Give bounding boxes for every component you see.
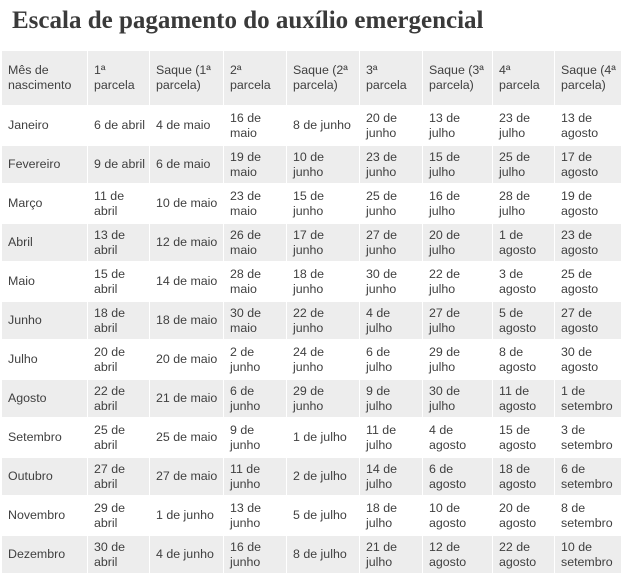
- row-month-cell: Julho: [2, 341, 88, 380]
- column-header: 4ª parcela: [493, 51, 555, 107]
- table-cell: 8 de setembro: [555, 497, 621, 536]
- table-cell: 20 de abril: [88, 341, 150, 380]
- table-cell: 19 de maio: [224, 146, 287, 185]
- table-cell: 22 de agosto: [493, 536, 555, 573]
- table-cell: 28 de maio: [224, 263, 287, 302]
- table-cell: 18 de junho: [287, 263, 360, 302]
- table-cell: 1 de agosto: [493, 224, 555, 263]
- table-cell: 15 de abril: [88, 263, 150, 302]
- row-month-cell: Outubro: [2, 458, 88, 497]
- table-cell: 22 de junho: [287, 302, 360, 341]
- table-cell: 23 de junho: [360, 146, 423, 185]
- table-cell: 19 de agosto: [555, 185, 621, 224]
- table-cell: 30 de julho: [423, 380, 493, 419]
- table-cell: 11 de junho: [224, 458, 287, 497]
- column-header: 1ª parcela: [88, 51, 150, 107]
- table-cell: 3 de agosto: [493, 263, 555, 302]
- table-cell: 6 de junho: [224, 380, 287, 419]
- table-cell: 10 de agosto: [423, 497, 493, 536]
- table-cell: 23 de maio: [224, 185, 287, 224]
- table-cell: 18 de abril: [88, 302, 150, 341]
- table-cell: 30 de agosto: [555, 341, 621, 380]
- table-row: [2, 146, 621, 185]
- column-header: 2ª parcela: [224, 51, 287, 107]
- table-cell: 27 de agosto: [555, 302, 621, 341]
- table-cell: 16 de julho: [423, 185, 493, 224]
- table-cell: 12 de maio: [150, 224, 224, 263]
- table-cell: 10 de maio: [150, 185, 224, 224]
- table-cell: 25 de julho: [493, 146, 555, 185]
- table-cell: 27 de maio: [150, 458, 224, 497]
- table-row: [2, 341, 621, 380]
- table-cell: 30 de maio: [224, 302, 287, 341]
- table-cell: 20 de julho: [423, 224, 493, 263]
- table-cell: 21 de maio: [150, 380, 224, 419]
- table-cell: 13 de junho: [224, 497, 287, 536]
- column-header: Saque (2ª parcela): [287, 51, 360, 107]
- table-cell: 5 de agosto: [493, 302, 555, 341]
- table-row: [2, 107, 621, 146]
- table-cell: 27 de junho: [360, 224, 423, 263]
- table-cell: 28 de julho: [493, 185, 555, 224]
- table-cell: 23 de julho: [493, 107, 555, 146]
- table-row: [2, 419, 621, 458]
- table-cell: 11 de julho: [360, 419, 423, 458]
- table-row: [2, 536, 621, 573]
- table-header: [2, 51, 621, 107]
- table-cell: 8 de julho: [287, 536, 360, 573]
- column-header: Mês de nascimento: [2, 51, 88, 107]
- table-cell: 18 de julho: [360, 497, 423, 536]
- table-body: [2, 107, 621, 573]
- table-cell: 30 de junho: [360, 263, 423, 302]
- table-cell: 4 de agosto: [423, 419, 493, 458]
- table-cell: 29 de julho: [423, 341, 493, 380]
- table-cell: 15 de junho: [287, 185, 360, 224]
- table-cell: 3 de setembro: [555, 419, 621, 458]
- table-cell: 11 de abril: [88, 185, 150, 224]
- table-cell: 8 de agosto: [493, 341, 555, 380]
- table-cell: 22 de abril: [88, 380, 150, 419]
- table-cell: 2 de julho: [287, 458, 360, 497]
- table-cell: 29 de abril: [88, 497, 150, 536]
- table-cell: 13 de julho: [423, 107, 493, 146]
- table-cell: 15 de agosto: [493, 419, 555, 458]
- row-month-cell: Junho: [2, 302, 88, 341]
- column-header: Saque (3ª parcela): [423, 51, 493, 107]
- table-row: [2, 224, 621, 263]
- table-cell: 13 de agosto: [555, 107, 621, 146]
- column-header: 3ª parcela: [360, 51, 423, 107]
- table-cell: 20 de agosto: [493, 497, 555, 536]
- row-month-cell: Setembro: [2, 419, 88, 458]
- table-row: [2, 302, 621, 341]
- table-cell: 17 de agosto: [555, 146, 621, 185]
- table-cell: 16 de junho: [224, 536, 287, 573]
- table-cell: 5 de julho: [287, 497, 360, 536]
- table-cell: 2 de junho: [224, 341, 287, 380]
- table-cell: 6 de maio: [150, 146, 224, 185]
- row-month-cell: Maio: [2, 263, 88, 302]
- row-month-cell: Abril: [2, 224, 88, 263]
- table-cell: 10 de junho: [287, 146, 360, 185]
- table-row: [2, 185, 621, 224]
- table-cell: 6 de abril: [88, 107, 150, 146]
- table-cell: 27 de abril: [88, 458, 150, 497]
- table-cell: 4 de julho: [360, 302, 423, 341]
- table-cell: 4 de junho: [150, 536, 224, 573]
- table-cell: 26 de maio: [224, 224, 287, 263]
- table-cell: 25 de agosto: [555, 263, 621, 302]
- row-month-cell: Agosto: [2, 380, 88, 419]
- table-cell: 1 de junho: [150, 497, 224, 536]
- table-cell: 20 de junho: [360, 107, 423, 146]
- table-cell: 22 de julho: [423, 263, 493, 302]
- row-month-cell: Dezembro: [2, 536, 88, 573]
- table-cell: 15 de julho: [423, 146, 493, 185]
- row-month-cell: Janeiro: [2, 107, 88, 146]
- table-cell: 12 de agosto: [423, 536, 493, 573]
- table-cell: 25 de junho: [360, 185, 423, 224]
- table-cell: 1 de setembro: [555, 380, 621, 419]
- table-cell: 6 de julho: [360, 341, 423, 380]
- table-cell: 17 de junho: [287, 224, 360, 263]
- table-cell: 25 de abril: [88, 419, 150, 458]
- table-cell: 6 de agosto: [423, 458, 493, 497]
- table-cell: 30 de abril: [88, 536, 150, 573]
- table-cell: 10 de setembro: [555, 536, 621, 573]
- table-row: [2, 380, 621, 419]
- table-cell: 8 de junho: [287, 107, 360, 146]
- table-row: [2, 458, 621, 497]
- table-cell: 18 de agosto: [493, 458, 555, 497]
- table-cell: 9 de julho: [360, 380, 423, 419]
- table-cell: 1 de julho: [287, 419, 360, 458]
- table-cell: 16 de maio: [224, 107, 287, 146]
- table-cell: 23 de agosto: [555, 224, 621, 263]
- table-row: [2, 497, 621, 536]
- page-title: Escala de pagamento do auxílio emergencial: [12, 7, 484, 34]
- table-cell: 25 de maio: [150, 419, 224, 458]
- row-month-cell: Fevereiro: [2, 146, 88, 185]
- payment-schedule-table: [2, 51, 621, 573]
- column-header: Saque (4ª parcela): [555, 51, 621, 107]
- table-cell: 24 de junho: [287, 341, 360, 380]
- table-cell: 13 de abril: [88, 224, 150, 263]
- table-cell: 20 de maio: [150, 341, 224, 380]
- table-cell: 4 de maio: [150, 107, 224, 146]
- table-row: [2, 263, 621, 302]
- table-cell: 9 de abril: [88, 146, 150, 185]
- table-cell: 27 de julho: [423, 302, 493, 341]
- header-row: [2, 51, 621, 107]
- table-cell: 21 de julho: [360, 536, 423, 573]
- table-cell: 18 de maio: [150, 302, 224, 341]
- row-month-cell: Março: [2, 185, 88, 224]
- column-header: Saque (1ª parcela): [150, 51, 224, 107]
- table-cell: 14 de maio: [150, 263, 224, 302]
- table-cell: 29 de junho: [287, 380, 360, 419]
- table-cell: 11 de agosto: [493, 380, 555, 419]
- table-cell: 9 de junho: [224, 419, 287, 458]
- table-cell: 6 de setembro: [555, 458, 621, 497]
- row-month-cell: Novembro: [2, 497, 88, 536]
- table-cell: 14 de julho: [360, 458, 423, 497]
